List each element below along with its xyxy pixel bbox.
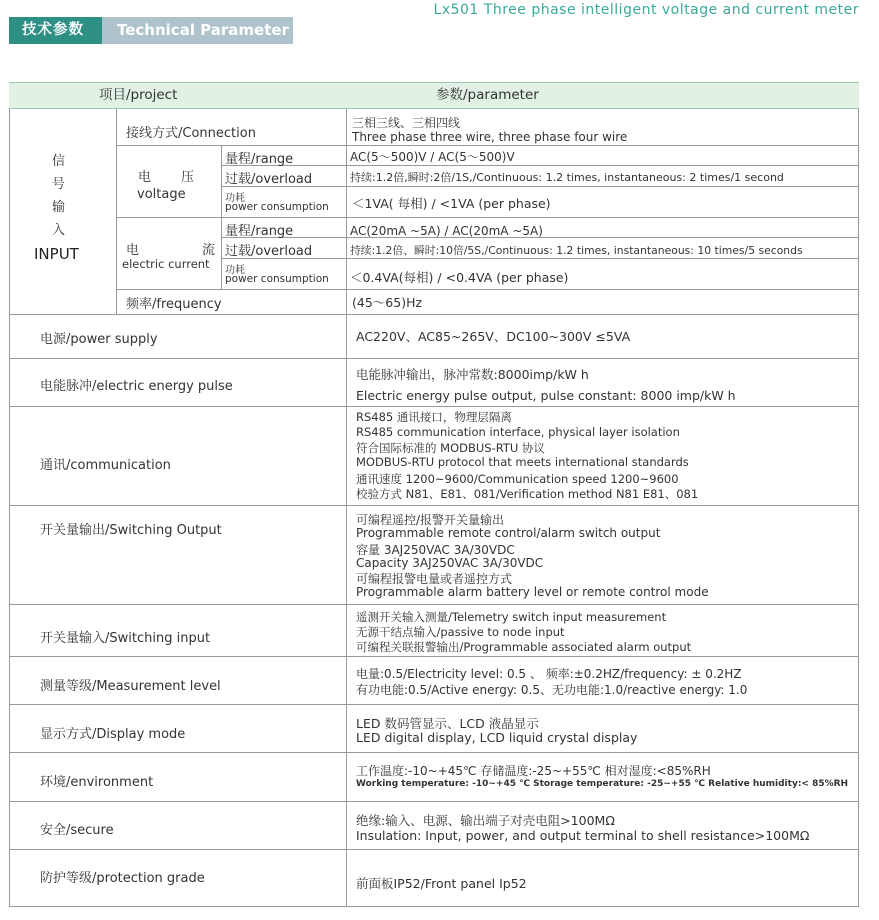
row-value: LED 数码管显示、LCD 液晶显示	[356, 716, 539, 731]
row-value: 容量 3AJ250VAC 3A/30VDC	[356, 543, 515, 557]
range-label: 量程/range	[225, 224, 294, 239]
current-range-value: AC(20mA ~5A) / AC(20mA ~5A)	[350, 224, 543, 238]
input-group-char: 信	[52, 154, 66, 169]
input-group-char: 输	[52, 200, 66, 215]
technical-parameter-table	[9, 82, 859, 907]
power-consumption-label: 功耗	[225, 193, 245, 204]
row-value: Insulation: Input, power, and output terminal to shell resistance>100MΩ	[356, 828, 810, 843]
connection-label: 接线方式/Connection	[126, 126, 256, 141]
row-value: Programmable alarm battery level or remote control mode	[356, 585, 709, 599]
row-value: 通讯速度 1200~9600/Communication speed 1200~9600	[356, 472, 679, 486]
row-value: LED digital display, LCD liquid crystal display	[356, 730, 638, 745]
power-consumption-label: power consumption	[225, 273, 329, 285]
power-consumption-label: power consumption	[225, 201, 329, 213]
input-group-label: INPUT	[34, 245, 79, 263]
row-value: 电量:0.5/Electricity level: 0.5 、 频率:±0.2HZ/frequency: ± 0.2HZ	[356, 667, 742, 681]
current-label: electric current	[122, 257, 210, 271]
row-label: 开关量输入/Switching input	[40, 631, 211, 646]
row-value: RS485 通讯接口，物理层隔离	[356, 410, 512, 424]
power-consumption-label: 功耗	[225, 265, 245, 276]
voltage-label: voltage	[137, 187, 186, 202]
input-group-char: 入	[52, 223, 66, 238]
frequency-value: (45～65)Hz	[352, 295, 423, 310]
row-value: 工作温度:-10~+45℃ 存储温度:-25~+55℃ 相对湿度:<85%RH	[356, 764, 711, 778]
row-value: Capacity 3AJ250VAC 3A/30VDC	[356, 556, 544, 570]
row-value: MODBUS-RTU protocol that meets international standards	[356, 455, 689, 469]
row-value: 遥测开关输入测量/Telemetry switch input measurement	[356, 610, 667, 624]
row-value: Programmable remote control/alarm switch output	[356, 526, 661, 540]
voltage-label: 压	[181, 170, 195, 185]
row-label: 安全/secure	[40, 823, 114, 838]
row-label: 测量等级/Measurement level	[40, 679, 221, 694]
connection-value: 三相三线、三相四线	[352, 116, 461, 130]
row-value: RS485 communication interface, physical layer isolation	[356, 425, 680, 439]
row-label: 防护等级/protection grade	[40, 871, 205, 886]
row-value: 电能脉冲输出，脉冲常数:8000imp/kW h	[356, 367, 589, 382]
current-overload-value: 持续:1.2倍、瞬时:10倍/5S,/Continuous: 1.2 times, instantaneous: 10 times/5 seconds	[350, 244, 803, 257]
row-value: 可编程关联报警输出/Programmable associated alarm output	[356, 640, 692, 654]
row-label: 显示方式/Display mode	[40, 727, 186, 742]
row-value: 校验方式 N81、E81、081/Verification method N81 E81、081	[356, 487, 699, 501]
current-power-value: ＜0.4VA(每相) / <0.4VA (per phase)	[350, 270, 569, 285]
row-value: Electric energy pulse output, pulse constant: 8000 imp/kW h	[356, 388, 736, 403]
voltage-overload-value: 持续:1.2倍,瞬时:2倍/1S,/Continuous: 1.2 times, instantaneous: 2 times/1 second	[350, 171, 784, 184]
column-header-parameter: 参数/parameter	[436, 87, 539, 103]
input-group-char: 号	[52, 177, 66, 192]
row-label: 电源/power supply	[40, 332, 158, 347]
section-title-chinese: 技术参数	[9, 17, 102, 44]
current-label: 流	[202, 243, 216, 258]
row-label: 通讯/communication	[40, 458, 171, 473]
connection-value: Three phase three wire, three phase four wire	[352, 130, 628, 144]
row-value: 可编程报警电量或者遥控方式	[356, 572, 513, 586]
voltage-range-value: AC(5～500)V / AC(5～500)V	[350, 150, 515, 164]
section-title-english: Technical Parameter	[102, 17, 293, 44]
row-value: 前面板IP52/Front panel Ip52	[356, 876, 527, 891]
document-title: Lx501 Three phase intelligent voltage and current meter	[433, 2, 859, 18]
table-header	[9, 82, 859, 109]
row-value: 绝缘:输入、电源、输出端子对壳电阻>100MΩ	[356, 813, 615, 828]
row-value: 符合国际标准的 MODBUS-RTU 协议	[356, 441, 545, 455]
current-label: 电	[126, 243, 140, 258]
row-value: 无源干结点输入/passive to node input	[356, 625, 565, 639]
row-label: 环境/environment	[40, 775, 154, 790]
overload-label: 过载/overload	[225, 172, 313, 187]
frequency-label: 频率/frequency	[126, 297, 222, 312]
voltage-power-value: ＜1VA( 每相) / <1VA (per phase)	[352, 196, 551, 211]
row-label: 开关量输出/Switching Output	[40, 523, 222, 538]
column-header-project: 项目/project	[99, 87, 178, 103]
range-label: 量程/range	[225, 152, 294, 167]
voltage-label: 电	[138, 170, 152, 185]
row-label: 电能脉冲/electric energy pulse	[40, 379, 233, 394]
overload-label: 过载/overload	[225, 244, 313, 259]
row-value: 有功电能:0.5/Active energy: 0.5、无功电能:1.0/reactive energy: 1.0	[356, 683, 748, 697]
row-value: AC220V、AC85~265V、DC100~300V ≤5VA	[356, 329, 631, 344]
row-value: Working temperature: -10~+45 ℃ Storage temperature: -25~+55 ℃ Relative humidity:< 85%RH	[356, 779, 849, 789]
row-value: 可编程遥控/报警开关量输出	[356, 513, 505, 527]
